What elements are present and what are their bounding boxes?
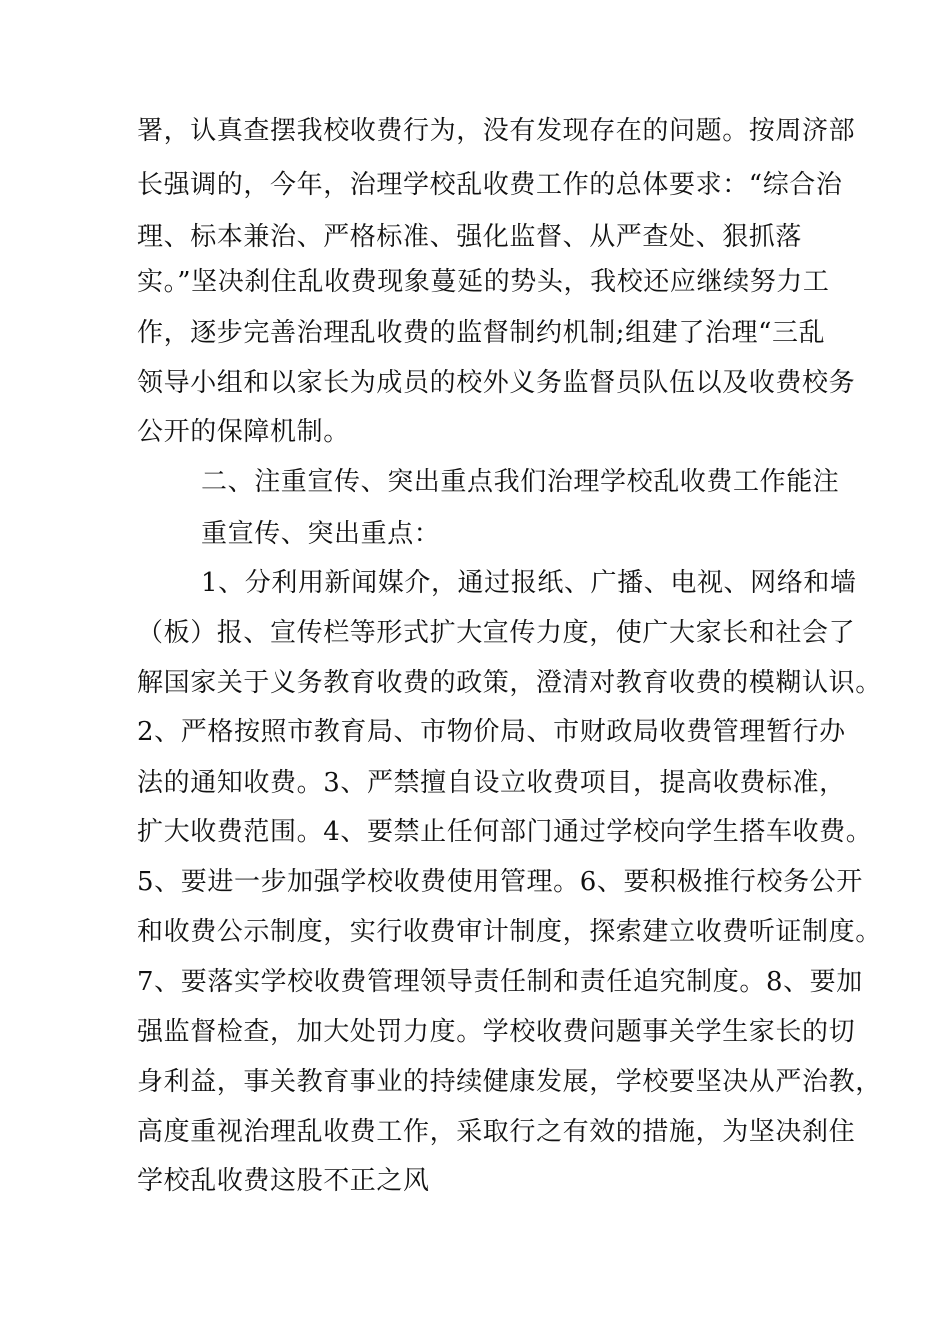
text-line: 署，认真查摆我校收费行为，没有发现存在的问题。按周济部 <box>137 116 856 146</box>
text-line: 强监督检查，加大处罚力度。学校收费问题事关学生家长的切 <box>137 1017 856 1047</box>
text-line: 5、要进一步加强学校收费使用管理。6、要积极推行校务公开 <box>137 867 863 897</box>
section-heading-continued: 重宣传、突出重点： <box>201 519 441 549</box>
text-line: 理、标本兼治、严格标准、强化监督、从严查处、狠抓落 <box>137 222 803 252</box>
text-line: 实。”坚决刹住乱收费现象蔓延的势头，我校还应继续努力工 <box>137 267 830 297</box>
text-line: 扩大收费范围。4、要禁止任何部门通过学校向学生搭车收费。 <box>137 817 873 847</box>
text-line: 领导小组和以家长为成员的校外义务监督员队伍以及收费校务 <box>137 368 856 398</box>
text-line: 高度重视治理乱收费工作，采取行之有效的措施，为坚决刹住 <box>137 1117 856 1147</box>
text-line: 法的通知收费。3、严禁擅自设立收费项目，提高收费标准， <box>137 768 846 798</box>
text-line: 学校乱收费这股不正之风 <box>137 1166 430 1196</box>
text-line: 作，逐步完善治理乱收费的监督制约机制;组建了治理“三乱 <box>137 318 826 348</box>
section-heading: 二、注重宣传、突出重点我们治理学校乱收费工作能注 <box>201 467 840 497</box>
text-line: 2、严格按照市教育局、市物价局、市财政局收费管理暂行办 <box>137 717 846 747</box>
text-line: 公开的保障机制。 <box>137 417 350 447</box>
text-line: 和收费公示制度，实行收费审计制度，探索建立收费听证制度。 <box>137 917 882 947</box>
text-line: 1、分利用新闻媒介，通过报纸、广播、电视、网络和墙 <box>201 568 857 598</box>
text-line: 解国家关于义务教育收费的政策，澄清对教育收费的模糊认识。 <box>137 668 882 698</box>
text-line: 7、要落实学校收费管理领导责任制和责任追究制度。8、要加 <box>137 967 863 997</box>
text-line: 长强调的，今年，治理学校乱收费工作的总体要求：“综合治 <box>137 170 843 200</box>
text-line: 身利益，事关教育事业的持续健康发展，学校要坚决从严治教， <box>137 1067 882 1097</box>
text-line: （板）报、宣传栏等形式扩大宣传力度，使广大家长和社会了 <box>137 618 856 648</box>
